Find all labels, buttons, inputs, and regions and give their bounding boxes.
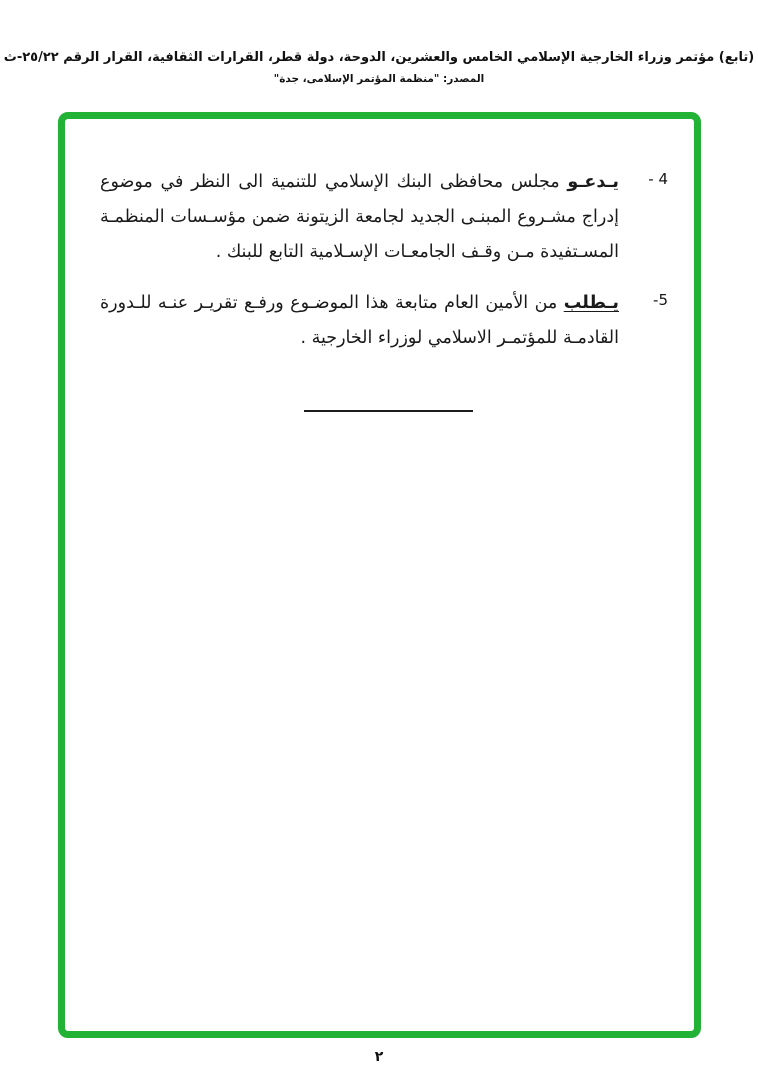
item-text-paragraph <box>100 165 619 270</box>
page-number: ٢ <box>374 1049 384 1065</box>
resolution-item-4 <box>100 165 668 270</box>
item-lead-word: يـطلب <box>563 293 619 313</box>
header-source-line: المصدر: "منظمة المؤتمر الإسلامى، جدة" <box>273 73 485 85</box>
item-body-text: مجلس محافظى البنك الإسلامي للتنمية الى النظر في موضوع إدراج مشـروع المبنـى الجديد لجامعة الزيتونة ضمن مؤسـسات المنظمـة المسـتفيدة مـن وقـف الجامعـات الإسـلامية التابع للبنك . <box>100 172 619 262</box>
green-border-frame <box>58 112 701 1038</box>
section-divider <box>304 410 473 412</box>
resolution-item-5 <box>100 286 668 356</box>
header-title-line: (تابع) مؤتمر وزراء الخارجية الإسلامي الخامس والعشرين، الدوحة، دولة قطر، القرارات الثقافية، القرار الرقم ٢٥/٢٢-ث <box>3 50 755 65</box>
document-header <box>0 0 758 85</box>
item-lead-word: يـدعـو <box>567 172 619 192</box>
item-number: 4 - <box>648 170 668 188</box>
item-number: 5- <box>653 291 668 309</box>
item-body-text: من الأمين العام متابعة هذا الموضـوع ورفـع تقريـر عنـه للـدورة القادمـة للمؤتمـر الاسلامي لوزراء الخارجية . <box>100 293 619 348</box>
item-text-paragraph <box>100 286 619 356</box>
